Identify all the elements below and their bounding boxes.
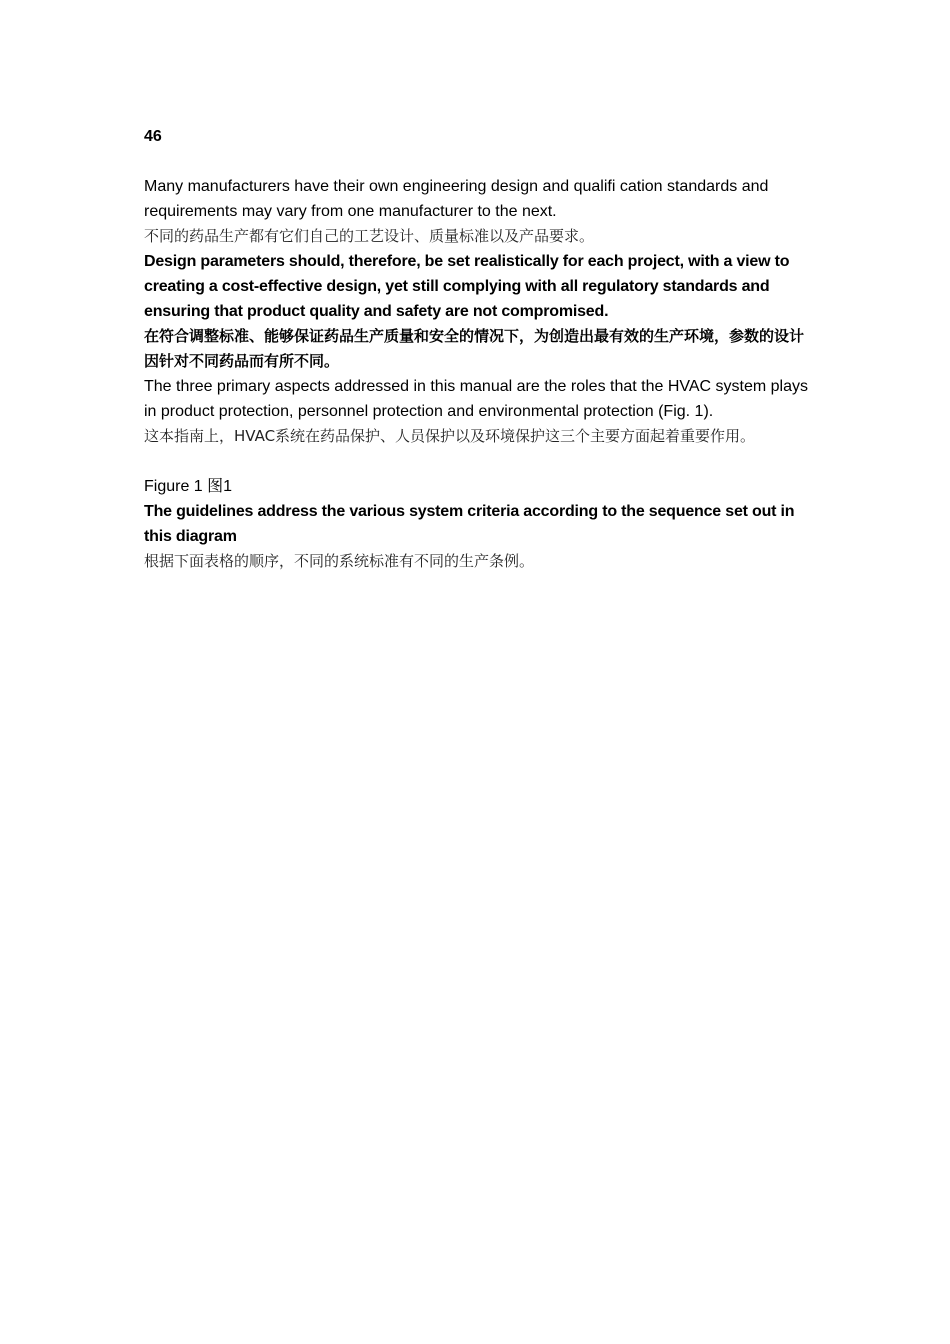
paragraph-design-parameters-en: Design parameters should, therefore, be set realistically for each project, with a view to creating a cost-effective design, yet still complying with all regulatory standards and ensuring that product quality and safety are not compromised. [144, 253, 790, 320]
document-page [144, 124, 816, 574]
paragraph-guidelines-en: The guidelines address the various system criteria according to the sequence set out in this diagram [144, 503, 795, 545]
paragraph-hvac-aspects-en: The three primary aspects addressed in this manual are the roles that the HVAC system plays in product protection, personnel protection and environmental protection (Fig. 1). [144, 378, 809, 420]
paragraph-guidelines-zh: 根据下面表格的顺序，不同的系统标准有不同的生产条例。 [144, 552, 535, 570]
page-number: 46 [144, 128, 162, 145]
paragraph-manufacturers-en: Many manufacturers have their own engineering design and qualifi cation standards and requirements may vary from one manufacturer to the next. [144, 178, 769, 220]
paragraph-manufacturers-zh: 不同的药品生产都有它们自己的工艺设计、质量标准以及产品要求。 [144, 227, 595, 245]
paragraph-design-parameters-zh: 在符合调整标准、能够保证药品生产质量和安全的情况下，为创造出最有效的生产环境，参数的设计因针对不同药品而有所不同。 [144, 327, 805, 370]
figure-caption: Figure 1 图1 [144, 478, 233, 495]
paragraph-hvac-aspects-zh: 这本指南上，HVAC系统在药品保护、人员保护以及环境保护这三个主要方面起着重要作用。 [144, 427, 756, 445]
